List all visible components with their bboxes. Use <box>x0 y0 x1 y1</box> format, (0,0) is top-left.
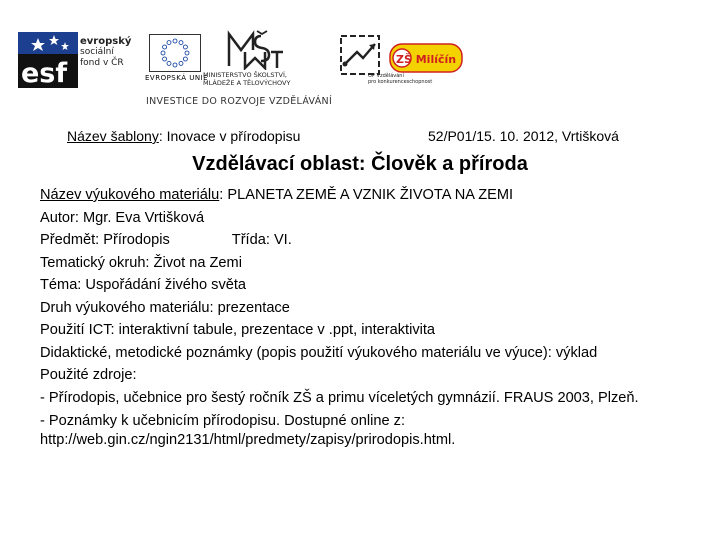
school-logo-text: ZŠ Milíčín <box>396 53 457 66</box>
area-title: Vzdělávací oblast: Člověk a příroda <box>192 153 528 175</box>
template-value: : Inovace v přírodopisu <box>158 128 301 144</box>
subject-row <box>40 229 700 252</box>
msmt-logo <box>203 28 318 90</box>
esf-mark-icon <box>18 32 78 88</box>
school-logo <box>386 38 466 78</box>
template-label: Název šablony <box>67 128 159 144</box>
template-line <box>67 128 300 144</box>
esf-text-2: sociální <box>80 47 114 57</box>
op-label-1: OP Vzdělávání <box>368 73 404 79</box>
msmt-label-1: MINISTERSTVO ŠKOLSTVÍ, <box>203 71 287 79</box>
investice-tagline: INVESTICE DO ROZVOJE VZDĚLÁVÁNÍ <box>146 96 333 107</box>
school-logo-icon <box>386 38 466 78</box>
material-name-row <box>40 184 700 207</box>
msmt-mark-icon <box>225 28 285 70</box>
esf-logo <box>18 28 138 90</box>
author-row: Autor: Mgr. Eva Vrtišková <box>40 209 205 226</box>
material-type-row: Druh výukového materiálu: prezentace <box>40 299 290 316</box>
op-label-2: pro konkurenceschopnost <box>368 79 433 85</box>
material-name-value: : PLANETA ZEMĚ A VZNIK ŽIVOTA NA ZEMI <box>219 187 514 203</box>
msmt-label-2: MLÁDEŽE A TĚLOVÝCHOVY <box>203 79 291 87</box>
eu-logo <box>145 28 207 90</box>
ict-row: Použití ICT: interaktivní tabule, prezentace v .ppt, interaktivita <box>40 322 436 338</box>
didactic-row: Didaktické, metodické poznámky (popis použití výukového materiálu ve výuce): výklad <box>40 344 598 361</box>
logo-bar <box>18 28 468 113</box>
subject-text: Předmět: Přírodopis <box>40 232 170 248</box>
theme-row: Téma: Uspořádání živého světa <box>40 277 247 293</box>
source-2: - Poznámky k učebnicím přírodopisu. Dostupné online z: http://web.gin.cz/ngin2131/html/predmety/zapisy/prirodopis.html. <box>40 412 456 448</box>
source-1: - Přírodopis, učebnice pro šestý ročník ZŠ a primu víceletých gymnázií. FRAUS 2003, Plzeň. <box>40 389 639 406</box>
grade-text: Třída: VI. <box>231 232 292 248</box>
eu-flag-icon <box>149 34 201 72</box>
material-code: 52/P01/15. 10. 2012, Vrtišková <box>428 128 619 144</box>
svg-text:esf: esf <box>21 58 68 88</box>
material-name-label: Název výukového materiálu <box>40 187 220 203</box>
material-info <box>40 184 700 450</box>
esf-text-1: evropský <box>80 36 132 47</box>
topic-row: Tematický okruh: Život na Zemi <box>40 254 242 271</box>
eu-label: EVROPSKÁ UNIE <box>145 74 209 82</box>
esf-text-3: fond v ČR <box>80 58 124 68</box>
sources-label: Použité zdroje: <box>40 367 137 383</box>
